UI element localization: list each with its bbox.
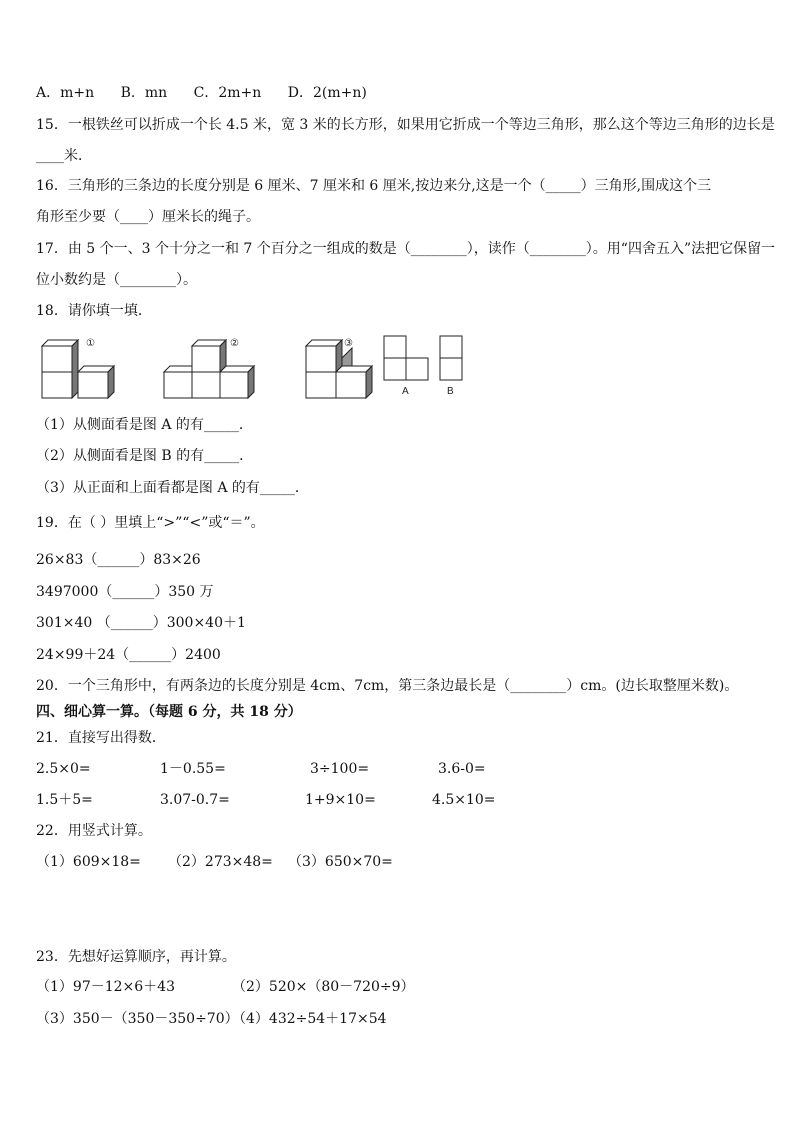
option-c: C．2m+n (193, 85, 262, 101)
figure-label-2: ② (230, 338, 239, 349)
figure-1-cubes (42, 340, 114, 398)
q21-r2-c2: 3.07-0.7= (160, 792, 230, 808)
view-label-b: B (447, 386, 454, 397)
q18-item-1: （1）从侧面看是图 A 的有_____． (36, 417, 253, 433)
q22-item-3: （3）650×70= (288, 854, 393, 870)
option-d: D．2(m+n) (287, 85, 367, 101)
q19-item-3: 301×40 （______）300×40＋1 (36, 615, 246, 631)
q19-item-4: 24×99＋24（______）2400 (36, 647, 221, 663)
q19-title: 19．在（ ）里填上“>”“<”或“＝”。 (36, 515, 265, 531)
view-label-a: A (402, 386, 409, 397)
cube-figures (36, 334, 476, 400)
q21-r1-c4: 3.6-0= (438, 761, 486, 777)
q16-line2: 角形至少要（____）厘米长的绳子。 (36, 209, 260, 225)
section-4-heading: 四、细心算一算。（每题 6 分，共 18 分） (36, 704, 302, 720)
figure-2-cubes (164, 340, 254, 398)
option-a: A．m+n (36, 85, 95, 101)
q19-item-1: 26×83（______）83×26 (36, 552, 201, 568)
q16-line1: 16．三角形的三条边的长度分别是 6 厘米、7 厘米和 6 厘米,按边来分,这是一个（_____）三角形,围成这个三 (36, 178, 712, 194)
q18-title: 18．请你填一填． (36, 303, 152, 319)
q18-item-3: （3）从正面和上面看都是图 A 的有_____． (36, 480, 309, 496)
q21-r1-c1: 2.5×0= (36, 761, 91, 777)
q22-item-2: （2）273×48= (168, 854, 273, 870)
view-b (440, 336, 462, 380)
q15-line2: ____米． (36, 148, 92, 164)
q21-r2-c4: 4.5×10= (432, 792, 496, 808)
figure-label-1: ① (86, 338, 95, 349)
q23-item-4: （4）432÷54＋17×54 (232, 1011, 387, 1027)
q22-item-1: （1）609×18= (36, 854, 141, 870)
q17-line2: 位小数约是（________）。 (36, 272, 197, 288)
q21-r1-c2: 1－0.55= (160, 761, 226, 777)
q23-title: 23．先想好运算顺序，再计算。 (36, 949, 236, 965)
q21-r2-c3: 1+9×10= (305, 792, 376, 808)
view-a (384, 336, 428, 380)
q14-options (36, 84, 389, 102)
q23-item-1: （1）97－12×6＋43 (36, 979, 175, 995)
q21-r2-c1: 1.5＋5= (36, 792, 93, 808)
q17-line1: 17．由 5 个一、3 个十分之一和 7 个百分之一组成的数是（________），读作（________）。用“四舍五入”法把它保留一 (36, 241, 776, 257)
q19-item-2: 3497000（______）350 万 (36, 584, 214, 600)
figure-3-cubes (306, 340, 372, 398)
q21-r1-c3: 3÷100= (310, 761, 370, 777)
q20: 20．一个三角形中，有两条边的长度分别是 4cm、7cm，第三条边最长是（________）cm。(边长取整厘米数)。 (36, 678, 739, 694)
q23-item-2: （2）520×（80－720÷9） (232, 979, 415, 995)
q15-line1: 15．一根铁丝可以折成一个长 4.5 米，宽 3 米的长方形，如果用它折成一个等边三角形，那么这个等边三角形的边长是 (36, 117, 775, 133)
q18-item-2: （2）从侧面看是图 B 的有_____． (36, 448, 254, 464)
q21-title: 21．直接写出得数． (36, 730, 166, 746)
option-b: B．mn (120, 85, 168, 101)
q23-item-3: （3）350－（350－350÷70） (36, 1011, 239, 1027)
figure-label-3: ③ (344, 338, 353, 349)
q22-title: 22．用竖式计算。 (36, 823, 152, 839)
